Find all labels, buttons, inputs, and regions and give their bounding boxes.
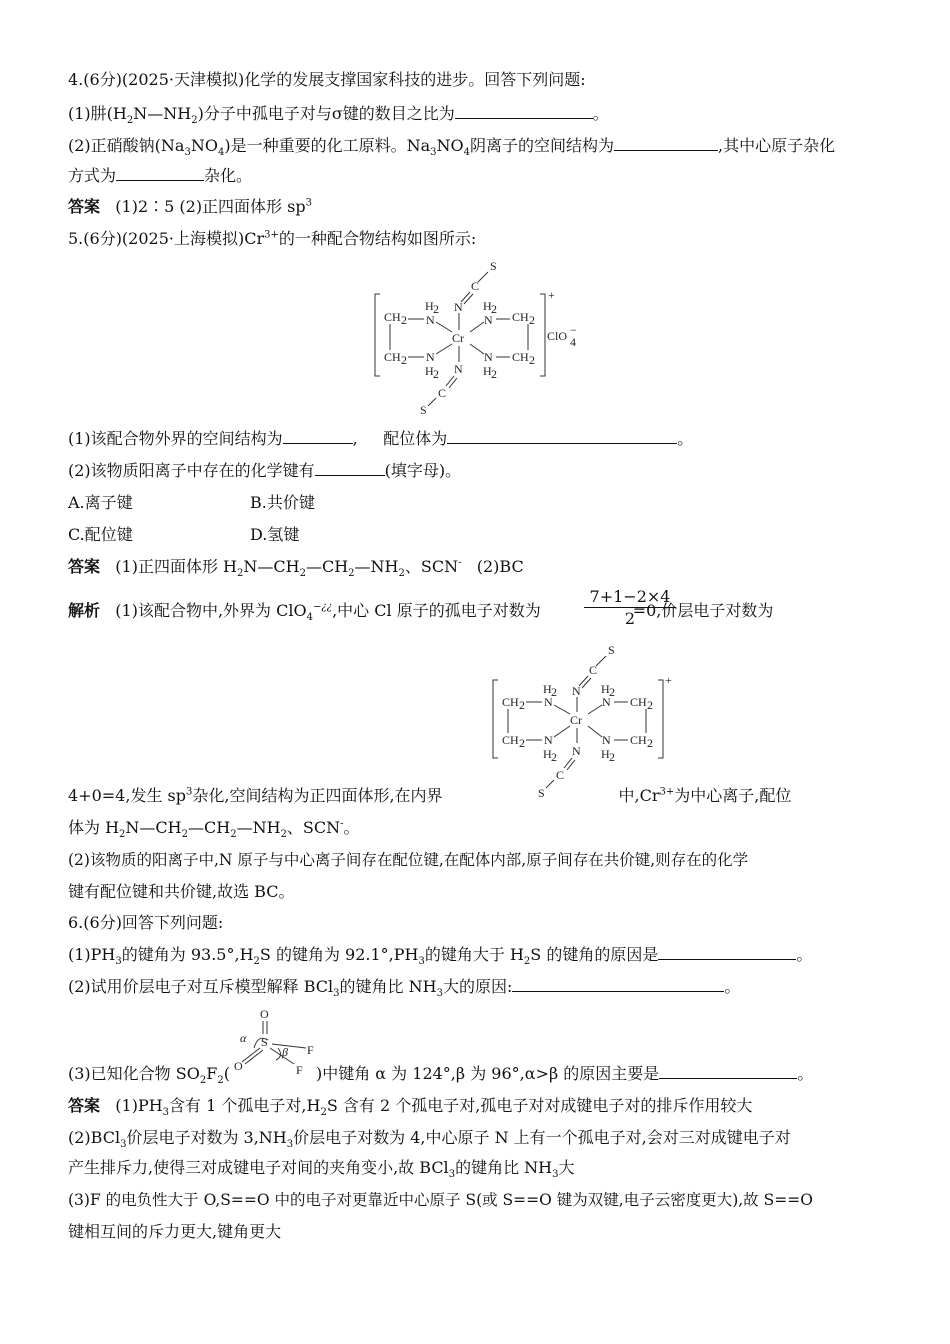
svg-text:+: +	[665, 673, 672, 687]
q5-analysis-line3: 体为 $H_2N—CH_2—CH_2—NH_2$、SCN-。	[68, 818, 360, 841]
q6-answer-line4: (3)F 的电负性大于 O,S==O 中的电子对更靠近中心原子 S(或 S==O 键为双键,电子云密度更大),故 S==O	[68, 1191, 813, 1209]
svg-text:2: 2	[551, 685, 557, 699]
svg-text:N: N	[572, 684, 581, 698]
svg-text:N: N	[572, 744, 581, 758]
q5-analysis-line5: 键有配位键和共价键,故选 BC。	[68, 882, 295, 901]
svg-text:CH: CH	[630, 733, 647, 747]
svg-text:2: 2	[433, 302, 439, 316]
svg-text:CH: CH	[512, 310, 529, 324]
svg-text:CH: CH	[384, 310, 401, 324]
svg-text:2: 2	[401, 313, 407, 327]
counter-ion: ClO	[547, 329, 568, 343]
option-c[interactable]: C.配位键	[68, 525, 133, 544]
svg-text:C: C	[438, 386, 447, 400]
q5-blank-2[interactable]	[447, 429, 677, 444]
svg-text:CH: CH	[502, 695, 519, 709]
svg-text:2: 2	[519, 736, 525, 750]
q6-blank-2[interactable]	[512, 977, 724, 992]
svg-text:2: 2	[647, 698, 653, 712]
svg-text:2: 2	[491, 367, 497, 381]
q5-part1: (1)该配合物外界的空间结构为 , 配位体为 。	[68, 429, 694, 448]
q6-answer-line2: (2)BCl$_3$价层电子对数为 $3,NH_3$价层电子对数为 4,中心原子 N 上有一个孤电子对,会对三对成键电子对	[68, 1128, 791, 1151]
svg-text:N: N	[484, 350, 493, 364]
svg-text:H: H	[601, 682, 610, 696]
svg-text:2: 2	[551, 750, 557, 764]
q6-answer-line5: 键相互间的斥力更大,键角更大	[68, 1222, 282, 1241]
answer-label: 答案	[68, 1096, 101, 1115]
q4-part1: (1)肼$(H_2N—NH_2)$分子中孤电子对与σ键的数目之比为 。	[68, 104, 609, 127]
svg-text:H: H	[543, 682, 552, 696]
answer-label: 答案	[68, 197, 101, 216]
q5-analysis-line4: (2)该物质的阳离子中,N 原子与中心离子间存在配位键,在配体内部,原子间存在共价键,则存在的化学	[68, 851, 749, 869]
q4-part2: (2)正硝酸钠$(Na_3NO_4)$是一种重要的化工原料。$Na_3NO_4$阴离子的空间结构为 ,其中心原子杂化	[68, 136, 836, 159]
svg-text:N: N	[544, 733, 553, 747]
svg-text:CH: CH	[502, 733, 519, 747]
svg-text:2: 2	[401, 353, 407, 367]
angle-beta: β	[282, 1045, 288, 1059]
q6-title: 6.(6分)回答下列问题:	[68, 913, 224, 932]
svg-text:2: 2	[647, 736, 653, 750]
atom-f-right: F	[307, 1043, 314, 1057]
svg-text:S: S	[608, 643, 615, 657]
svg-text:H: H	[483, 299, 492, 313]
svg-text:2: 2	[609, 750, 615, 764]
svg-text:2: 2	[529, 313, 535, 327]
svg-text:Cr: Cr	[570, 713, 582, 727]
q5-blank-1[interactable]	[283, 429, 353, 444]
svg-text:H: H	[425, 364, 434, 378]
atom-s: S	[261, 1035, 268, 1049]
svg-text:2: 2	[433, 367, 439, 381]
q5-blank-3[interactable]	[315, 461, 385, 476]
svg-text:N: N	[544, 695, 553, 709]
svg-text:2: 2	[491, 302, 497, 316]
atom-s-top: S	[490, 259, 497, 273]
lone-pair-fraction	[584, 587, 676, 630]
q6-blank-3[interactable]	[659, 1064, 797, 1079]
q4-answer: 答案 (1)2∶5 (2)正四面体形 $sp^3$	[68, 197, 312, 216]
svg-text:H: H	[543, 747, 552, 761]
fraction-numerator: 7+1−2×4	[584, 587, 676, 608]
option-a[interactable]: A.离子键	[68, 493, 133, 512]
q5-answer: 答案 (1)正四面体形 $H_2N—CH_2—CH_2—NH_2$、SCN- (2)BC	[68, 557, 524, 580]
complex-structure-diagram	[372, 258, 582, 418]
q6-part3: (3)已知化合物 $SO_2F_2$( )中键角 α 为 124°,β 为 96°,α>β 的原因主要是 。	[68, 1064, 814, 1087]
svg-text:N: N	[602, 733, 611, 747]
q6-answer-line1: 答案 $(1)PH_3$含有 1 个孤电子对$,H_2S$ 含有 2 个孤电子对,孤电子对对成键电子对的排斥作用较大	[68, 1096, 753, 1119]
analysis-label: 解析	[68, 601, 101, 620]
inner-sphere-diagram	[490, 640, 670, 802]
q5-analysis-line1: 解析 (1)该配合物中,外界为 ClO$_4$−¿¿,中心 Cl 原子的孤电子对数为 =0,价层电子对数为	[68, 601, 774, 624]
q6-part1: $(1)PH_3$的键角为 $93.5^\circ,H_2S$ 的键角为 $92.1^\circ,PH_3$的键角大于 $H_2S$ 的键角的原因是 。	[68, 945, 813, 968]
svg-text:N: N	[484, 313, 493, 327]
left-bracket	[375, 294, 380, 376]
atom-c-top: C	[471, 279, 480, 293]
svg-text:N: N	[454, 362, 463, 376]
svg-text:C: C	[589, 663, 598, 677]
svg-text:2: 2	[519, 698, 525, 712]
svg-text:S: S	[420, 403, 427, 417]
q5-part2: (2)该物质阳离子中存在的化学键有 (填字母)。	[68, 461, 462, 480]
q6-part2: (2)试用价层电子对互斥模型解释 BCl$_3$的键角比 $NH_3$大的原因: 。	[68, 977, 741, 1000]
q4-part2-line2: 方式为 杂化。	[68, 166, 253, 185]
atom-f-bottom: F	[296, 1063, 303, 1077]
svg-text:N: N	[426, 313, 435, 327]
svg-text:N: N	[602, 695, 611, 709]
answer-label: 答案	[68, 557, 101, 576]
atom-o-left: O	[234, 1059, 243, 1073]
svg-text:C: C	[556, 768, 565, 782]
atom-o-top: O	[260, 1007, 269, 1021]
svg-text:CH: CH	[384, 350, 401, 364]
q4-title: 4.(6分)(2025·天津模拟)化学的发展支撑国家科技的进步。回答下列问题:	[68, 70, 586, 89]
q4-blank-2[interactable]	[614, 136, 718, 151]
svg-text:4: 4	[570, 335, 576, 349]
svg-text:H: H	[601, 747, 610, 761]
svg-text:CH: CH	[630, 695, 647, 709]
q4-blank-1[interactable]	[455, 104, 593, 119]
option-b[interactable]: B.共价键	[250, 493, 315, 512]
option-d[interactable]: D.氢键	[250, 525, 300, 544]
angle-alpha: α	[240, 1031, 247, 1045]
atom-cr: Cr	[452, 331, 464, 345]
svg-text:H: H	[483, 364, 492, 378]
svg-text:N: N	[426, 350, 435, 364]
q5-analysis-line2: 4+0=4,发生 $sp^3$杂化,空间结构为正四面体形,在内界 中$,Cr^{3+}$为中心离子,配位	[68, 786, 792, 805]
svg-text:2: 2	[609, 685, 615, 699]
q4-blank-3[interactable]	[116, 166, 204, 181]
q5-title: 5.(6分)(2025·上海模拟)$Cr^{3+}$的一种配合物结构如图所示:	[68, 229, 477, 248]
svg-text:H: H	[425, 299, 434, 313]
charge-plus: +	[548, 288, 555, 302]
q6-answer-line3: 产生排斥力,使得三对成键电子对间的夹角变小,故 BCl$_3$的键角比 $NH_3$大	[68, 1158, 575, 1181]
right-bracket	[540, 294, 545, 376]
atom-n-top: N	[454, 300, 463, 314]
svg-text:S: S	[538, 786, 545, 800]
svg-text:2: 2	[529, 353, 535, 367]
q6-blank-1[interactable]	[658, 945, 796, 960]
svg-text:CH: CH	[512, 350, 529, 364]
svg-text:−: −	[570, 323, 577, 337]
fraction-denominator: 2	[624, 609, 636, 628]
